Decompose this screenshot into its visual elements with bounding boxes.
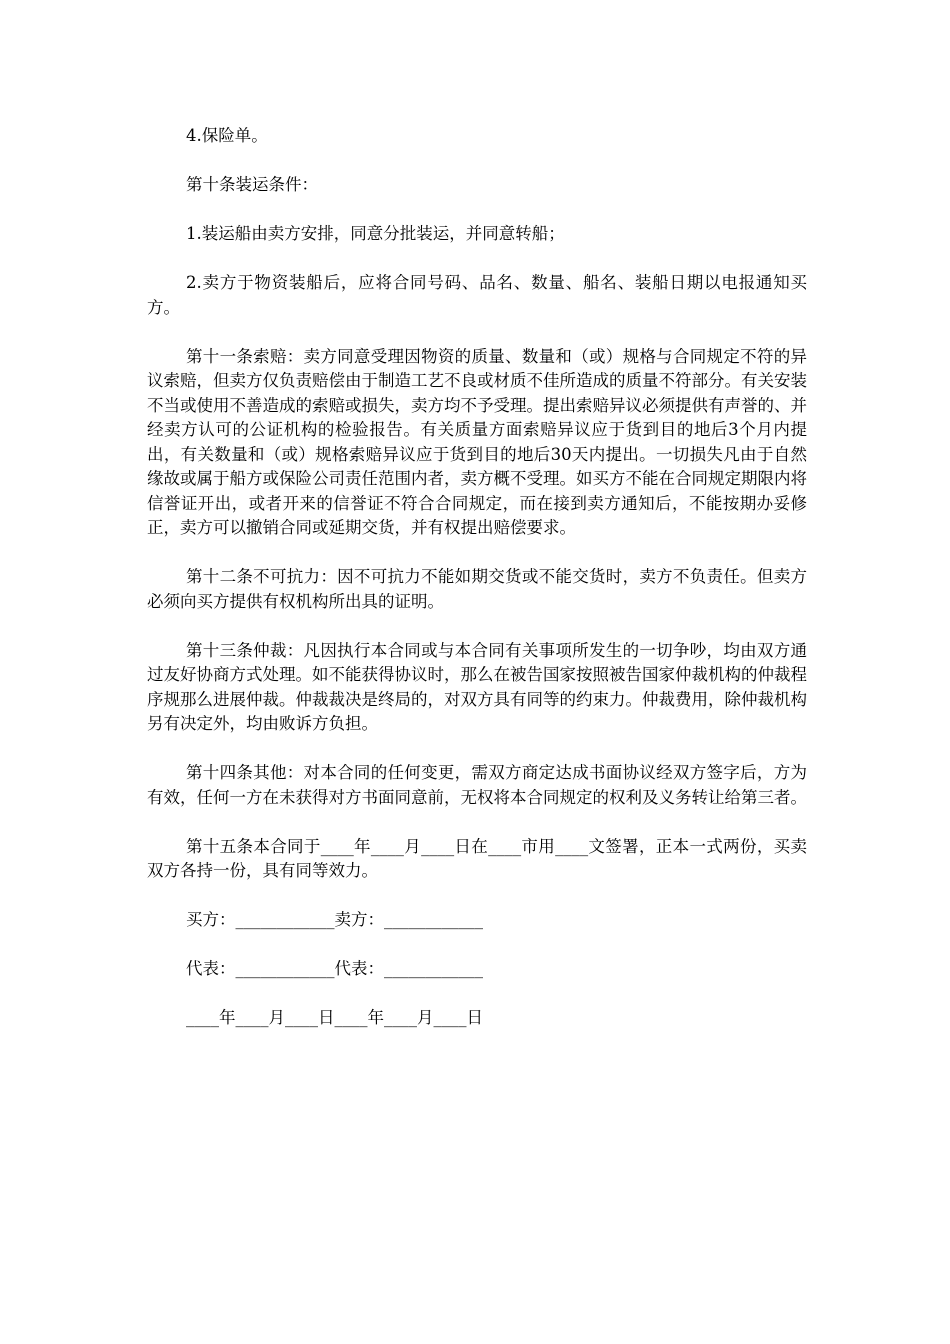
clause-insurance-policy: 4.保险单。 xyxy=(186,126,268,145)
clause-11-claims: 第十一条索赔：卖方同意受理因物资的质量、数量和（或）规格与合同规定不符的异议索赔，但卖方仅负责赔偿由于制造工艺不良或材质不佳所造成的质量不符部分。有关安装不当或使用不善造成的索赔或损失，卖方均不予受理。提出索赔异议必须提供有声誉的、并经卖方认可的公证机构的检验报告。有关质量方面索赔异议应于货到目的地后3个月内提出，有关数量和（或）规格索赔异议应于货到目的地后30天内提出。一切损失凡由于自然缘故或属于船方或保险公司责任范围内者，卖方概不受理。如买方不能在合同规定期限内将信誉证开出，或者开来的信誉证不符合合同规定，而在接到卖方通知后，不能按期办妥修正，卖方可以撤销合同或延期交货，并有权提出赔偿要求。 xyxy=(147,346,807,537)
clause-13-arbitration: 第十三条仲裁：凡因执行本合同或与本合同有关事项所发生的一切争吵，均由双方通过友好协商方式处理。如不能获得协议时，那么在被告国家按照被告国家仲裁机构的仲裁程序规那么进展仲裁。仲裁裁决是终局的，对双方具有同等的约束力。仲裁费用，除仲裁机构另有决定外，均由败诉方负担。 xyxy=(147,640,807,733)
clause-12-force-majeure: 第十二条不可抗力：因不可抗力不能如期交货或不能交货时，卖方不负责任。但卖方必须向买方提供有权机构所出具的证明。 xyxy=(147,567,807,611)
signature-representatives-line: 代表：____________代表：____________ xyxy=(186,959,483,978)
clause-10-item-1: 1.装运船由卖方安排，同意分批装运，并同意转船； xyxy=(186,224,565,243)
document-body xyxy=(147,124,807,1031)
signature-parties-line: 买方：____________卖方：____________ xyxy=(186,910,483,929)
clause-15-signing: 第十五条本合同于____年____月____日在____市用____文签署，正本一式两份，买卖双方各持一份，具有同等效力。 xyxy=(147,836,807,880)
clause-10-item-2: 2.卖方于物资装船后，应将合同号码、品名、数量、船名、装船日期以电报通知买方。 xyxy=(147,273,807,317)
clause-14-other: 第十四条其他：对本合同的任何变更，需双方商定达成书面协议经双方签字后，方为有效，任何一方在未获得对方书面同意前，无权将本合同规定的权利及义务转让给第三者。 xyxy=(147,763,807,807)
signature-dates-line: ____年____月____日____年____月____日 xyxy=(186,1008,483,1027)
clause-10-heading: 第十条装运条件： xyxy=(186,175,318,194)
